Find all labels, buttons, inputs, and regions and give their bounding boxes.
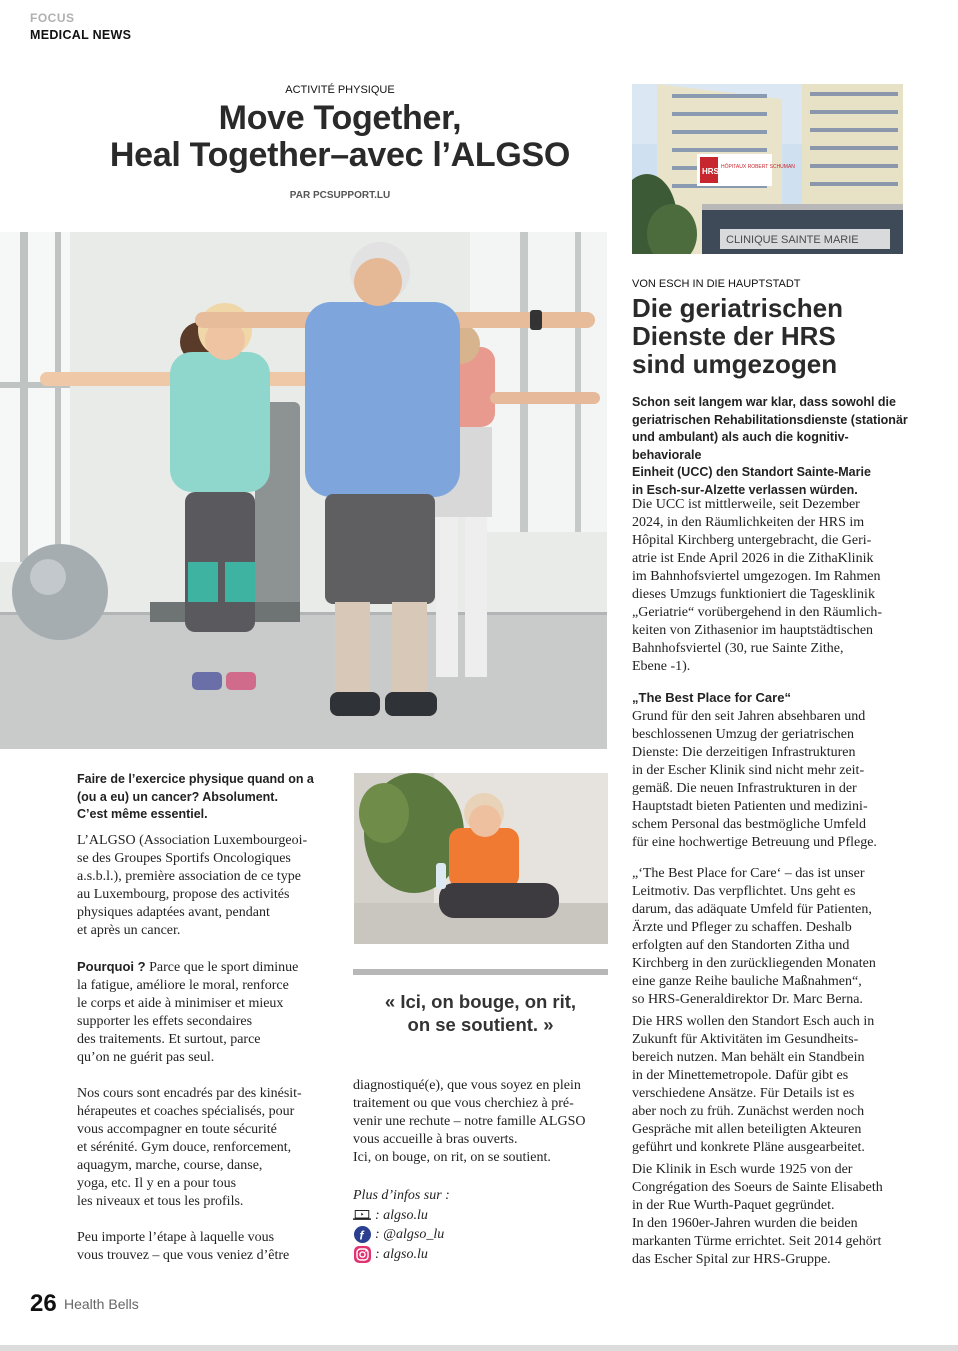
svg-text:f: f bbox=[359, 1228, 363, 1243]
article1-headline-line1: Move Together, bbox=[218, 99, 462, 137]
article1-headline bbox=[0, 100, 680, 174]
article2-headline-line3: sind umgezogen bbox=[632, 349, 838, 379]
page-number: 26 bbox=[30, 1290, 57, 1317]
article1-lead bbox=[77, 771, 327, 824]
article1-column1 bbox=[77, 832, 342, 1283]
article1-byline: PAR PCSUPPORT.LU bbox=[289, 190, 391, 201]
article2-kicker: VON ESCH IN DIE HAUPTSTADT bbox=[632, 278, 801, 290]
bottom-bar bbox=[0, 1345, 958, 1351]
article2-lead: Schon seit langem war klar, dass sowohl die geriatrischen Rehabilitationsdienste (stationär und ambulant) als auch die kognitiv-behaviorale Einheit (UCC) den Standort Sainte-Marie in Esch-sur-Alzette verlassen würden. bbox=[632, 395, 908, 497]
hospital-building-photo bbox=[632, 84, 903, 254]
article1-headline-line2: Heal Together–avec l’ALGSO bbox=[109, 136, 571, 174]
article1-kicker: ACTIVITÉ PHYSIQUE bbox=[285, 84, 395, 96]
article1-paragraph4-continued: diagnostiqué(e), que vous soyez en plein traitement ou que vous cherchiez à pré- venir une rechute – notre famille ALGSO vous accueille à bras ouverts. Ici, on bouge, on rit, on se soutient. bbox=[353, 1078, 586, 1165]
exercise-class-photo bbox=[0, 232, 607, 749]
article2-paragraph5: Die Klinik in Esch wurde 1925 von der Congrégation des Soeurs de Sainte Elisabeth in der Rue Wurth-Paquet gegründet. In den 1960er-Jahren wurden die beiden markanten Türme errichtet. Seit 2014 gehört das Escher Spital zur HRS-Gruppe. bbox=[632, 1162, 883, 1267]
hrs-logo-text: HRS bbox=[702, 167, 719, 176]
pull-quote-rule bbox=[353, 969, 608, 975]
section-title: MEDICAL NEWS bbox=[30, 28, 132, 42]
article2-paragraph2: „The Best Place for Care“ Grund für den seit Jahren absehbaren und beschlossenen Umzug der geriatrischen Dienste: Die derzeitigen Infrastrukturen in der Escher Klinik sind nicht mehr zeit- gemäß. Die neuen Infrastrukturen in der Hauptstadt bieten Patienten und medizini- schem Personal das bestmögliche Umfeld für eine hochwertige Betreuung und Pflege. bbox=[632, 690, 877, 850]
article1-column2 bbox=[353, 1077, 613, 1185]
article2-paragraph3: „‘The Best Place for Care‘ – das ist unser Leitmotiv. Das verpflichtet. Uns geht es darum, das adäquate Umfeld für Patienten, Ärzte und Pfleger zu schaffen. Deshalb erfolgten auf den Standorten Zitha und Kirchberg in den zurückliegenden Monaten eine ganze Reihe bauliche Maßnahmen“, so HRS-Generaldirektor Dr. Marc Berna. bbox=[632, 866, 876, 1007]
article1-lead-line1: Faire de l’exercice physique quand on a bbox=[77, 772, 314, 786]
article1-lead-line3: C’est même essentiel. bbox=[77, 807, 208, 821]
pourquoi-label: Pourquoi ? bbox=[77, 959, 146, 974]
link-instagram[interactable]: : algso.lu bbox=[353, 1245, 450, 1265]
section-focus-label: FOCUS bbox=[30, 11, 75, 25]
article2-body bbox=[632, 496, 907, 1269]
article1-lead-line2: (ou a eu) un cancer? Absolument. bbox=[77, 789, 278, 804]
pull-quote bbox=[353, 990, 608, 1036]
article2-paragraph1: Die UCC ist mittlerweile, seit Dezember 2024, in den Räumlichkeiten der HRS im Hôpital Kirchberg untergebracht, die Geri- atrie ist Ende April 2026 in die ZithaKlinik im Bahnhofsviertel umgezogen. Im Rahmen dieses Umzugs funktioniert die Tagesklinik „Geriatrie“ vorübergehend in den Räumlich- keiten von Zithasenior im hauptstädtischen Bahnhofsviertel (30, rue Sainte Zithe, Ebene -1). bbox=[632, 497, 883, 674]
article2-headline-line1: Die geriatrischen bbox=[632, 293, 843, 323]
more-info-label: Plus d’infos sur : bbox=[353, 1188, 450, 1203]
pull-quote-line2: on se soutient. » bbox=[407, 1014, 554, 1035]
article1-paragraph2: Pourquoi ? Parce que le sport diminue la fatigue, améliore le moral, renforce le corps et aide à minimiser et mieux supporter les effets secondaires des traitements. Et surtout, parce qu’on ne guérit pas seul. bbox=[77, 959, 299, 1065]
article2-subhead: „The Best Place for Care“ bbox=[632, 690, 791, 705]
article2-headline-line2: Dienste der HRS bbox=[632, 321, 836, 351]
hospital-sign-text: HÔPITAUX ROBERT SCHUMAN bbox=[721, 164, 795, 170]
article2-paragraph4: Die HRS wollen den Standort Esch auch in Zukunft für Aktivitäten im Gesundheits- bereich nutzen. Man behält ein Standbein in der Minettemetropole. Dafür gibt es verschiedene Ansätze. Für Details ist es aber noch zu früh. Zunächst werden noch Gespräche mit allen beteiligten Akteuren geführt und konkrete Pläne ausgearbeitet. bbox=[632, 1014, 875, 1155]
facebook-icon bbox=[353, 1226, 371, 1244]
pull-quote-line1: « Ici, on bouge, on rit, bbox=[384, 991, 577, 1012]
magazine-brand: Health Bells bbox=[64, 1296, 139, 1312]
laptop-icon bbox=[353, 1206, 371, 1224]
article1-paragraph4: Peu importe l’étape à laquelle vous vous trouvez – que vous veniez d’être bbox=[77, 1230, 290, 1263]
link-facebook[interactable]: f : @algso_lu bbox=[353, 1225, 450, 1245]
entrance-sign-text: CLINIQUE SAINTE MARIE bbox=[726, 234, 859, 246]
more-info bbox=[353, 1186, 450, 1264]
article2-headline bbox=[632, 294, 922, 378]
seated-woman-photo bbox=[354, 773, 608, 944]
article1-paragraph3: Nos cours sont encadrés par des kinésit- hérapeutes et coaches spécialisés, pour vous accompagner en toute sécurité et sérénité. Gym douce, renforcement, aquagym, marche, course, danse, yoga, etc. Il y en a pour tous les niveaux et tous les profils. bbox=[77, 1086, 302, 1209]
link-website[interactable]: : algso.lu bbox=[353, 1206, 450, 1226]
article1-paragraph1: L’ALGSO (Association Luxembourgeoi- se des Groupes Sportifs Oncologiques a.s.b.l.), première association de ce type au Luxembourg, propose des activités physiques adaptées avant, pendant et après un cancer. bbox=[77, 833, 308, 938]
instagram-icon bbox=[353, 1245, 371, 1263]
